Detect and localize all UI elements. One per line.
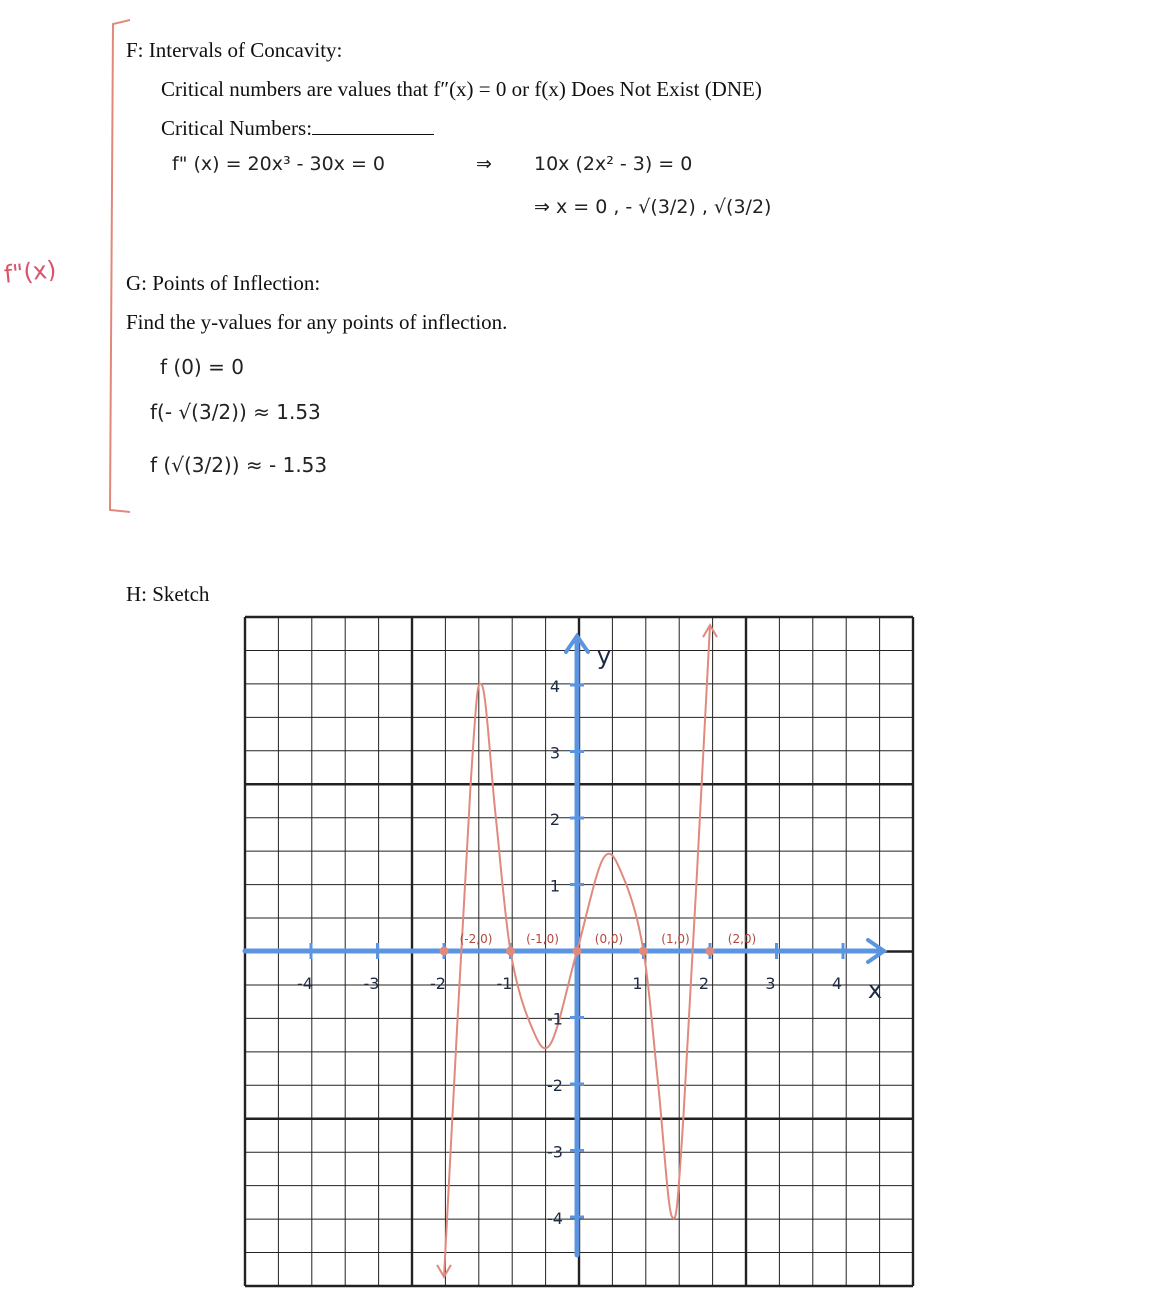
x-tick-label: 4 — [831, 974, 843, 993]
y-tick-label: 1 — [549, 876, 561, 896]
y-tick-label: 4 — [549, 677, 561, 696]
y-tick-label: -3 — [547, 1142, 563, 1162]
y-tick-label: -4 — [547, 1209, 563, 1228]
x-tick-label: 3 — [765, 974, 776, 993]
x-tick-label: 2 — [698, 974, 710, 993]
critical-number-solutions: ⇒ x = 0 , - √(3/2) , √(3/2) — [534, 196, 772, 218]
axis-labels — [297, 642, 882, 1228]
point-label: (1,0) — [661, 932, 690, 946]
concavity-definition: Critical numbers are values that f″(x) = 0 or f(x) Does Not Exist (DNE) — [161, 77, 762, 101]
zero-point-marker — [573, 947, 582, 956]
section-f-heading: F: Intervals of Concavity: — [126, 38, 343, 62]
y-tick-label: -2 — [547, 1076, 563, 1095]
zero-point-marker — [639, 947, 648, 956]
margin-note: f"(x) — [2, 255, 58, 289]
point-label: (-1,0) — [526, 932, 559, 946]
x-tick-label: -4 — [297, 974, 313, 993]
inflection-value-1: f (0) = 0 — [160, 355, 244, 379]
implies-arrow: ⇒ — [476, 153, 492, 175]
point-label: (2,0) — [727, 932, 757, 946]
point-label: (-2,0) — [459, 932, 493, 946]
inflection-instruction: Find the y-values for any points of inflection. — [126, 310, 508, 334]
second-derivative-work: f" (x) = 20x³ - 30x = 0 — [172, 153, 386, 175]
section-h-heading: H: Sketch — [126, 582, 210, 606]
section-g-heading: G: Points of Inflection: — [126, 271, 321, 295]
factored-equation: 10x (2x² - 3) = 0 — [534, 153, 693, 175]
zero-point-marker — [506, 947, 515, 956]
x-axis-label: x — [867, 976, 883, 1004]
point-label: (0,0) — [594, 932, 624, 946]
x-tick-label: 1 — [632, 974, 643, 993]
axes — [245, 636, 884, 1255]
y-axis-label: y — [596, 642, 612, 670]
x-tick-label: -1 — [496, 974, 513, 993]
inflection-value-2: f(- √(3/2)) ≈ 1.53 — [150, 400, 321, 424]
x-tick-label: -3 — [363, 974, 380, 993]
x-tick-label: -2 — [430, 974, 446, 993]
zero-point-marker — [440, 947, 449, 956]
critical-numbers-text: Critical Numbers: — [161, 116, 313, 140]
y-tick-label: 3 — [549, 743, 561, 763]
inflection-value-3: f (√(3/2)) ≈ - 1.53 — [150, 453, 328, 477]
y-tick-label: 2 — [549, 810, 561, 829]
zero-point-marker — [706, 947, 715, 956]
y-tick-label: -1 — [547, 1009, 563, 1029]
